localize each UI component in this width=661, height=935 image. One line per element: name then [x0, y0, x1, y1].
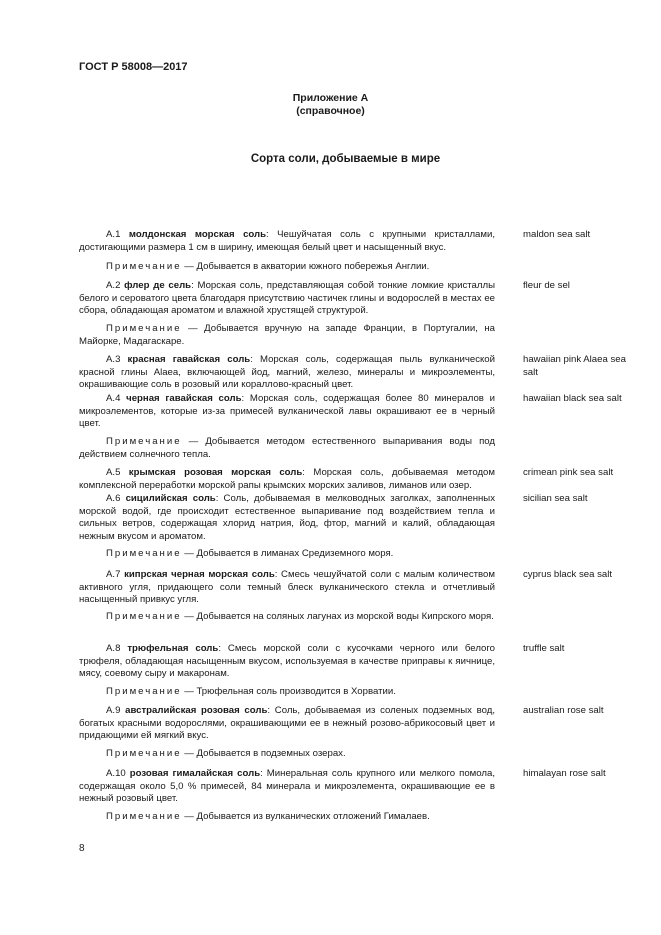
term-ru: молдонская морская соль — [128, 229, 267, 240]
term-en: fleur de sel — [523, 280, 570, 291]
term-ru: флер де сель — [124, 280, 192, 291]
note-a10: Примечание — Добывается из вулканических отложений Гималаев. — [106, 811, 430, 822]
entry-a7: А.7 кипрская черная морская соль: Смесь чешуйчатой соли с малым количеством активного угля, придающего соли темный блеск вулканического стекла и отчетливый насыщенный привкус угля. — [79, 569, 495, 606]
entry-a4: А.4 черная гавайская соль: Морская соль, содержащая более 80 минералов и микроэлементов, которые из-за примесей вулканической лавы окрашивают ее в черный цвет. — [79, 393, 495, 430]
page-number: 8 — [79, 843, 85, 854]
note-a1: Примечание — Добывается в акватории южного побережья Англии. — [106, 261, 430, 272]
term-ru: сицилийская соль — [125, 493, 216, 504]
appendix-subtitle: (справочное) — [296, 105, 365, 117]
term-en: truffle salt — [523, 643, 565, 654]
doc-header: ГОСТ Р 58008—2017 — [79, 61, 188, 73]
note-a6: Примечание — Добывается в лиманах Средиземного моря. — [106, 548, 394, 559]
entry-a1: А.1 молдонская морская соль: Чешуйчатая соль с крупными кристаллами, достигающими размера 1 см в ширину, имеющая белый цвет и насыщенный вкус. — [79, 229, 495, 253]
term-ru: розовая гималайская соль — [129, 768, 261, 779]
term-en: sicilian sea salt — [523, 493, 588, 504]
term-ru: кипрская черная морская соль — [124, 569, 275, 580]
note-a7: Примечание — Добывается на соляных лагунах из морской воды Кипрского моря. — [106, 611, 494, 622]
term-en: hawaiian pink Alaea sea salt — [523, 354, 626, 378]
entry-a8: А.8 трюфельная соль: Смесь морской соли с кусочками черного или белого трюфеля, обладающая насыщенным вкусом, используемая в качестве приправы к яичнице, мясу, соевому сыру и макаронам. — [79, 643, 495, 680]
term-ru: черная гавайская соль — [126, 393, 242, 404]
term-en: australian rose salt — [523, 705, 604, 716]
term-en: crimean pink sea salt — [523, 467, 614, 478]
appendix-title: Приложение А — [292, 92, 369, 104]
term-en: cyprus black sea salt — [523, 569, 613, 580]
term-ru: австралийская розовая соль — [125, 705, 268, 716]
entry-a10: А.10 розовая гималайская соль: Минеральная соль крупного или мелкого помола, содержащая около 5,0 % примесей, 84 минерала и микроэлемента, окрашивающие ее в нежный розовый цвет. — [79, 768, 495, 805]
entry-a2: А.2 флер де сель: Морская соль, представляющая собой тонкие ломкие кристаллы белого и сероватого цвета благодаря присутствию частичек глины и водорослей в местах ее сбора, обладающая ароматом и влажной хрустящей структурой. — [79, 280, 495, 317]
entry-a9: А.9 австралийская розовая соль: Соль, добываемая из соленых подземных вод, богатых красными водорослями, окрашивающими ее в нежный розово-абрикосовый цвет и придающими ей мягкий вкус. — [79, 705, 495, 742]
term-ru: красная гавайская соль — [127, 354, 251, 365]
term-en: maldon sea salt — [523, 229, 591, 240]
section-title: Сорта соли, добываемые в мире — [250, 153, 441, 165]
term-ru: крымская розовая морская соль — [128, 467, 303, 478]
term-en: himalayan rose salt — [523, 768, 606, 779]
note-a2: Примечание — Добывается вручную на западе Франции, в Португалии, на Майорке, Мадагаскаре. — [79, 323, 495, 347]
term-en: hawaiian black sea salt — [523, 393, 622, 404]
entry-a3: А.3 красная гавайская соль: Морская соль, содержащая пыль вулканической красной глины Alaea, включающей йод, магний, железо, минералы и микроэлементы, окрашивающие соль в розовый или кораллово-красный цвет. — [79, 354, 495, 391]
term-ru: трюфельная соль — [127, 643, 219, 654]
note-a4: Примечание — Добывается методом естественного выпаривания воды под действием солнечного тепла. — [79, 436, 495, 460]
entry-a6: А.6 сицилийская соль: Соль, добываемая в мелководных заголках, заполненных морской водой, где происходит естественное выпаривание под воздействием тепла и сильных ветров, содержащая хлорид натрия, йод, фтор, магний и калий, обладающая нежным вкусом и ароматом. — [79, 493, 495, 542]
note-a8: Примечание — Трюфельная соль производится в Хорватии. — [106, 686, 396, 697]
entry-a5: А.5 крымская розовая морская соль: Морская соль, добываемая методом комплексной переработки морской рапы крымских морских заливов, лиманов или озер. — [79, 467, 495, 491]
note-a9: Примечание — Добывается в подземных озерах. — [106, 748, 346, 759]
